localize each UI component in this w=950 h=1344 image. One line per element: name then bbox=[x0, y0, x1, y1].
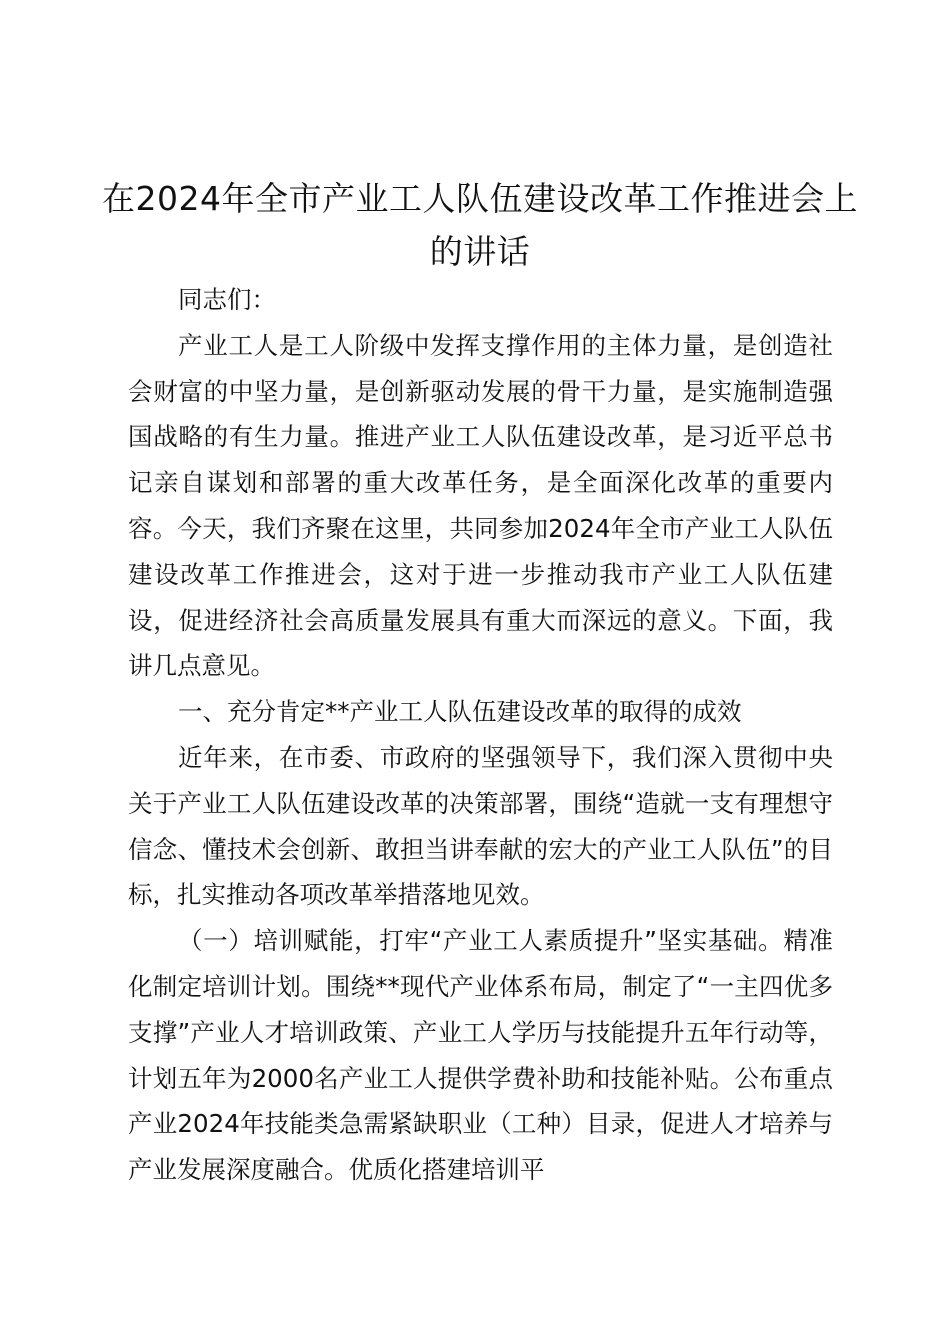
document-body bbox=[128, 277, 833, 1193]
document-title: 在2024年全市产业工人队伍建设改革工作推进会上的讲话 bbox=[102, 179, 858, 271]
body-paragraph-achievements: 近年来，在市委、市政府的坚强领导下，我们深入贯彻中央关于产业工人队伍建设改革的决策部署，围绕“造就一支有理想守信念、懂技术会创新、敢担当讲奉献的宏大的产业工人队伍”的目标，扎实推动各项改革举措落地见效。 bbox=[128, 742, 833, 910]
salutation: 同志们： bbox=[178, 285, 276, 314]
section-heading-1: 一、充分肯定**产业工人队伍建设改革的取得的成效 bbox=[178, 697, 742, 727]
body-paragraph-intro: 产业工人是工人阶级中发挥支撑作用的主体力量，是创造社会财富的中坚力量，是创新驱动发展的骨干力量，是实施制造强国战略的有生力量。推进产业工人队伍建设改革，是习近平总书记亲自谋划和部署的重大改革任务，是全面深化改革的重要内容。今天，我们齐聚在这里，共同参加2024年全市产业工人队伍建设改革工作推进会，这对于进一步推动我市产业工人队伍建设，促进经济社会高质量发展具有重大而深远的意义。下面，我讲几点意见。 bbox=[128, 330, 833, 681]
body-paragraph-training: （一）培训赋能，打牢“产业工人素质提升”坚实基础。精准化制定培训计划。围绕**现代产业体系布局，制定了“一主四优多支撑”产业人才培训政策、产业工人学历与技能提升五年行动等，计划五年为2000名产业工人提供学费补助和技能补贴。公布重点产业2024年技能类急需紧缺职业（工种）目录，促进人才培养与产业发展深度融合。优质化搭建培训平 bbox=[128, 926, 833, 1185]
